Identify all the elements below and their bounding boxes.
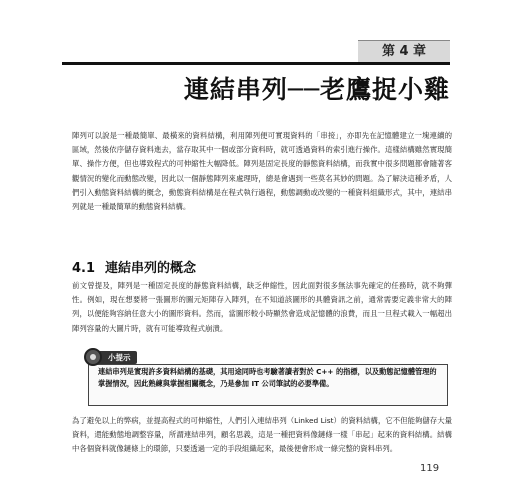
intro-paragraph: 陣列可以說是一種最簡單、最橫來的資料結構，利用陣列便可實現資料的「串接」，亦即先在記憶體建立一塊連續的區域，然後依序儲存資料進去，當存取其中一個或部分資料時，就可透過資料的索引進行操作。這樣結構雖然實現簡單、操作方便，但也導致程式的可伸縮性大幅降低。陣列是固定長度的靜態資料結構，而我實中很多問題都會隨著客觀情況的變化而動態改變，因此以一個靜態陣列來處理時，總是會遇到一些莫名其妙的問題。為了解決這種矛盾，人們引入動態資料結構的概念，動態資料結構是在程式執行過程，動態調動或改變的一種資料組織形式，其中，連結串列就是一種最簡單的動態資料結構。 [72, 131, 452, 212]
section-heading [72, 257, 196, 276]
section-paragraph: 前文曾提及，陣列是一種固定長度的靜態資料結構，缺乏伸縮性，因此面對很多無法事先確定的任務時，就不夠彈性。例如，現在想要將一張圖形的圖元矩陣存入陣列，在不知道該圖形的具體資訊之前，通常需要定義非常大的陣列，以便能夠容納任意大小的圖形資料。然而，當圖形較小時顯然會造成記憶體的浪費，而且一旦程式載入一幅超出陣列容量的大圖片時，就有可能導致程式崩潰。 [72, 281, 452, 333]
tip-title: 小提示 [94, 351, 137, 364]
section-title: 連結串列的概念 [105, 261, 197, 276]
tip-gear-icon [84, 348, 102, 366]
section-number: 4.1 [72, 261, 96, 276]
page-number: 119 [420, 463, 440, 474]
chapter-title: 連結串列──老鷹捉小雞 [183, 75, 450, 104]
chapter-divider [62, 62, 450, 65]
tip-text: 連結串列是實現許多資料結構的基礎，其用途同時也考驗著讀者對於 C++ 的指標，以及動態記憶體管理的掌握情況，因此熟練與掌握相關概念，乃是參加 IT 公司筆試的必要準備。 [98, 367, 437, 389]
closing-paragraph: 為了避免以上的弊病，並提高程式的可伸縮性，人們引入連結串列（Linked List）的資料結構，它不但能夠儲存大量資料，還能動態地調整容量，所謂連結串列，顧名思義，這是一種把資料像鏈條一樣「串起」起來的資料結構。結構中各個資料就像鏈條上的環節，只要透過一定的手段組織起來，最後便會形成一條完整的資料串列。 [72, 416, 452, 454]
chapter-tag: 第 4 章 [358, 40, 450, 64]
